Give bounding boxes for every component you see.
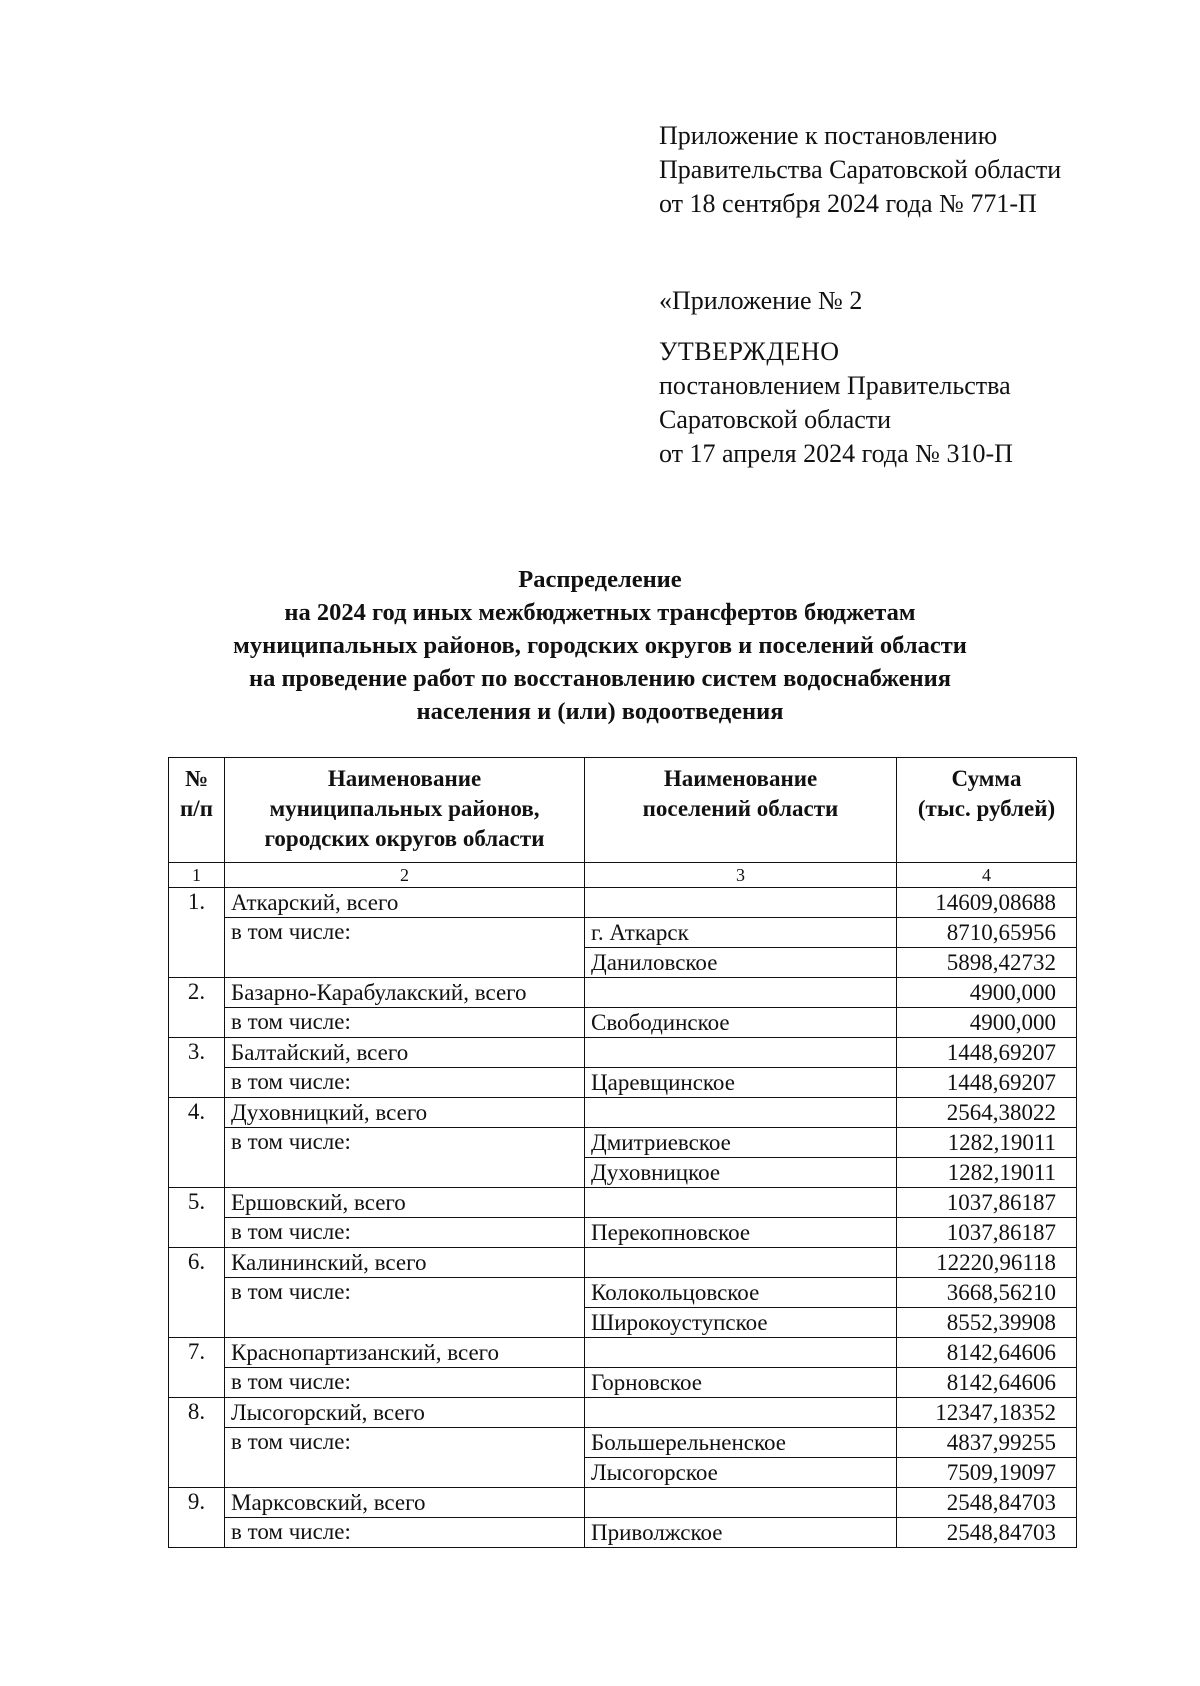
including-label: в том числе: — [225, 1518, 585, 1548]
district-total-sum: 2548,84703 — [897, 1488, 1077, 1518]
district-total-sum: 8142,64606 — [897, 1338, 1077, 1368]
column-number: 4 — [897, 863, 1077, 888]
row-number: 6. — [169, 1248, 225, 1338]
settlement-empty — [585, 1188, 897, 1218]
document-title — [150, 563, 1050, 728]
district-total-sum: 2564,38022 — [897, 1098, 1077, 1128]
table-row-settlement — [169, 918, 1077, 948]
title-line: на проведение работ по восстановлению систем водоснабжения — [248, 665, 952, 692]
settlement-empty — [585, 1248, 897, 1278]
settlement-sum: 8552,39908 — [897, 1308, 1077, 1338]
row-number: 2. — [169, 978, 225, 1038]
header-sum: Сумма (тыс. рублей) — [897, 758, 1077, 863]
district-name: Ершовский, всего — [225, 1188, 585, 1218]
table-row-district-total — [169, 1038, 1077, 1068]
settlement-sum: 3668,56210 — [897, 1278, 1077, 1308]
table-row-district-total — [169, 1188, 1077, 1218]
table-header-row — [169, 758, 1077, 863]
settlement-empty — [585, 888, 897, 918]
district-name: Аткарский, всего — [225, 888, 585, 918]
including-label: в том числе: — [225, 1218, 585, 1248]
district-total-sum: 1448,69207 — [897, 1038, 1077, 1068]
row-number: 9. — [169, 1488, 225, 1548]
column-number: 2 — [225, 863, 585, 888]
settlement-empty — [585, 1038, 897, 1068]
approval-stamp-text — [659, 335, 1179, 471]
column-number: 1 — [169, 863, 225, 888]
settlement-name: Широкоуступское — [585, 1308, 897, 1338]
settlement-empty — [585, 1488, 897, 1518]
settlement-name: г. Аткарск — [585, 918, 897, 948]
settlement-empty — [585, 1098, 897, 1128]
column-number: 3 — [585, 863, 897, 888]
settlement-empty — [585, 1398, 897, 1428]
settlement-sum: 1282,19011 — [897, 1128, 1077, 1158]
appendix-reference — [659, 119, 1179, 221]
appendix-reference-line: Приложение к постановлению — [659, 121, 998, 150]
settlement-sum: 2548,84703 — [897, 1518, 1077, 1548]
settlement-name: Царевщинское — [585, 1068, 897, 1098]
settlement-sum: 7509,19097 — [897, 1458, 1077, 1488]
including-label: в том числе: — [225, 1068, 585, 1098]
table-row-settlement — [169, 1428, 1077, 1458]
table-row-settlement — [169, 1128, 1077, 1158]
table-row-settlement — [169, 1068, 1077, 1098]
including-label: в том числе: — [225, 1428, 585, 1488]
appendix-reference-line: Правительства Саратовской области — [659, 155, 1062, 184]
settlement-sum: 8710,65956 — [897, 918, 1077, 948]
table-row-district-total — [169, 1338, 1077, 1368]
table-row-settlement — [169, 1518, 1077, 1548]
settlement-sum: 4837,99255 — [897, 1428, 1077, 1458]
settlement-name: Даниловское — [585, 948, 897, 978]
settlement-name: Горновское — [585, 1368, 897, 1398]
title-line: на 2024 год иных межбюджетных трансфертов бюджетам — [284, 599, 916, 626]
title-line: населения и (или) водоотведения — [416, 698, 784, 725]
settlement-sum: 8142,64606 — [897, 1368, 1077, 1398]
settlement-sum: 5898,42732 — [897, 948, 1077, 978]
district-name: Калининский, всего — [225, 1248, 585, 1278]
approval-line: Саратовской области — [659, 405, 892, 434]
including-label: в том числе: — [225, 1368, 585, 1398]
including-label: в том числе: — [225, 918, 585, 978]
table-row-settlement — [169, 1278, 1077, 1308]
including-label: в том числе: — [225, 1278, 585, 1338]
including-label: в том числе: — [225, 1008, 585, 1038]
district-total-sum: 1037,86187 — [897, 1188, 1077, 1218]
district-name: Лысогорский, всего — [225, 1398, 585, 1428]
column-numbers-row — [169, 863, 1077, 888]
appendix-number-text: «Приложение № 2 — [659, 286, 863, 315]
title-line: Распределение — [518, 566, 682, 593]
settlement-name: Перекопновское — [585, 1218, 897, 1248]
settlement-name: Духовницкое — [585, 1158, 897, 1188]
table-row-settlement — [169, 1008, 1077, 1038]
settlement-empty — [585, 1338, 897, 1368]
table-row-district-total — [169, 888, 1077, 918]
appendix-reference-line: от 18 сентября 2024 года № 771-П — [659, 189, 1037, 218]
approval-line: от 17 апреля 2024 года № 310-П — [659, 439, 1013, 468]
settlement-name: Лысогорское — [585, 1458, 897, 1488]
district-name: Балтайский, всего — [225, 1038, 585, 1068]
table-row-district-total — [169, 978, 1077, 1008]
settlement-name: Свободинское — [585, 1008, 897, 1038]
row-number: 5. — [169, 1188, 225, 1248]
district-name: Базарно-Карабулакский, всего — [225, 978, 585, 1008]
settlement-sum: 1282,19011 — [897, 1158, 1077, 1188]
settlement-name: Колокольцовское — [585, 1278, 897, 1308]
table-row-district-total — [169, 1398, 1077, 1428]
appendix-number — [659, 284, 1179, 318]
district-name: Духовницкий, всего — [225, 1098, 585, 1128]
settlement-name: Дмитриевское — [585, 1128, 897, 1158]
approval-line: УТВЕРЖДЕНО — [659, 337, 840, 366]
district-name: Марксовский, всего — [225, 1488, 585, 1518]
settlement-name: Приволжское — [585, 1518, 897, 1548]
distribution-table — [168, 757, 1077, 1548]
row-number: 1. — [169, 888, 225, 978]
settlement-name: Большерельненское — [585, 1428, 897, 1458]
settlement-empty — [585, 978, 897, 1008]
district-total-sum: 14609,08688 — [897, 888, 1077, 918]
approval-line: постановлением Правительства — [659, 371, 1011, 400]
table-row-settlement — [169, 1368, 1077, 1398]
table-row-district-total — [169, 1248, 1077, 1278]
settlement-sum: 1037,86187 — [897, 1218, 1077, 1248]
table-row-settlement — [169, 1218, 1077, 1248]
district-total-sum: 4900,000 — [897, 978, 1077, 1008]
district-total-sum: 12347,18352 — [897, 1398, 1077, 1428]
row-number: 8. — [169, 1398, 225, 1488]
district-total-sum: 12220,96118 — [897, 1248, 1077, 1278]
row-number: 4. — [169, 1098, 225, 1188]
table-row-district-total — [169, 1488, 1077, 1518]
district-name: Краснопартизанский, всего — [225, 1338, 585, 1368]
header-settlement: Наименование поселений области — [585, 758, 897, 863]
title-line: муниципальных районов, городских округов и поселений области — [233, 632, 967, 659]
settlement-sum: 4900,000 — [897, 1008, 1077, 1038]
row-number: 3. — [169, 1038, 225, 1098]
header-number: № п/п — [169, 758, 225, 863]
including-label: в том числе: — [225, 1128, 585, 1188]
settlement-sum: 1448,69207 — [897, 1068, 1077, 1098]
header-district: Наименование муниципальных районов, городских округов области — [225, 758, 585, 863]
row-number: 7. — [169, 1338, 225, 1398]
table-row-district-total — [169, 1098, 1077, 1128]
